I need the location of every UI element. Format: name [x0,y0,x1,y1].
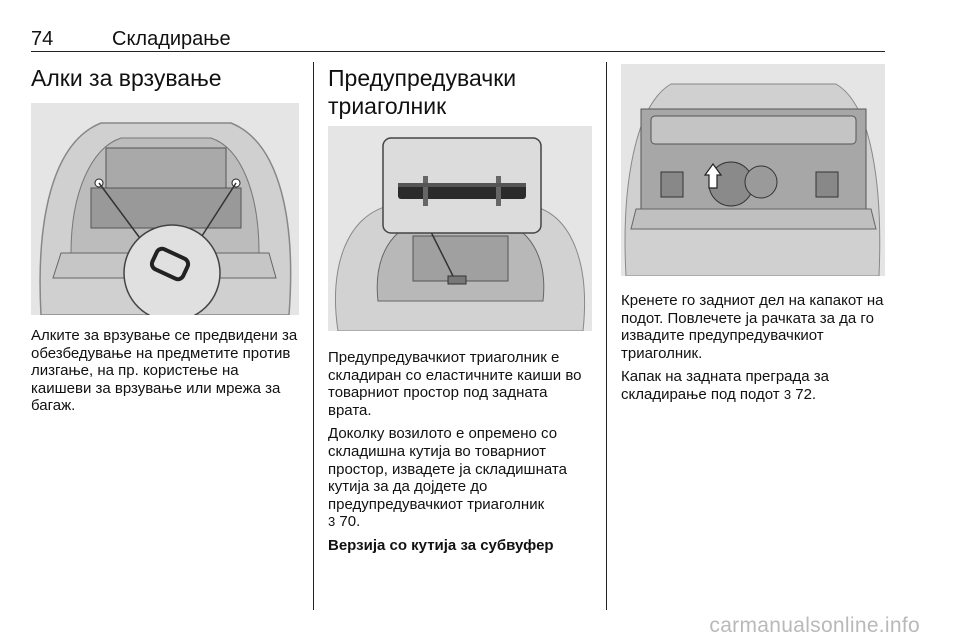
section-heading-line2: триаголник [328,93,447,119]
lashing-eyes-illustration [31,103,299,315]
page-ref-link[interactable]: 72. [795,385,817,403]
page-ref-arrow-icon: 3 [328,514,336,530]
warning-triangle-text-1: Предупредувачкиот триаголник е складиран со еластичните каиши во товарниот простор под задната врата. [328,349,582,419]
trunk-floor-illustration [621,64,885,276]
chapter-title: Складирање [112,28,231,50]
trunk-door-illustration [328,126,592,331]
page-number: 74 [31,28,54,50]
warning-triangle-text-2-body: Доколку возилото е опремено со складишна кутија во товарниот простор, извадете ја складишната кутија за да дојдете до предупредувачкиот триаголник [328,425,567,513]
column-warning-triangle [328,62,592,554]
warning-triangle-text-2 [328,425,592,531]
page-ref-arrow-icon: 3 [783,386,792,402]
section-heading-line1: Предупредувачки [328,65,517,91]
section-heading: Алки за врзување [31,65,222,91]
floor-cover-illustration [621,64,885,276]
header-rule [31,51,885,52]
trunk-illustration [31,103,299,315]
lashing-eyes-text: Алките за врзување се предвидени за обезбедување на предметите против лизгање, на пр. користење на каишеви за врзување или мрежа за багаж. [31,327,298,415]
column-divider [313,62,314,610]
column-lashing-eyes [31,62,299,415]
watermark: carmanualsonline.info [709,614,920,637]
page-ref-link[interactable]: 70. [339,513,361,531]
floor-cover-text-1: Кренете го задниот дел на капакот на подот. Повлечете ја рачката за да го извадите предупредувачкиот триаголник. [621,292,884,362]
subwoofer-subheading: Верзија со кутија за субвуфер [328,536,554,554]
floor-cover-text-2-body: Капак на задната преграда за складирање под подот [621,368,829,403]
warning-triangle-illustration [328,126,592,331]
column-divider [606,62,607,610]
column-floor-cover [621,62,885,404]
floor-cover-text-2 [621,368,885,403]
